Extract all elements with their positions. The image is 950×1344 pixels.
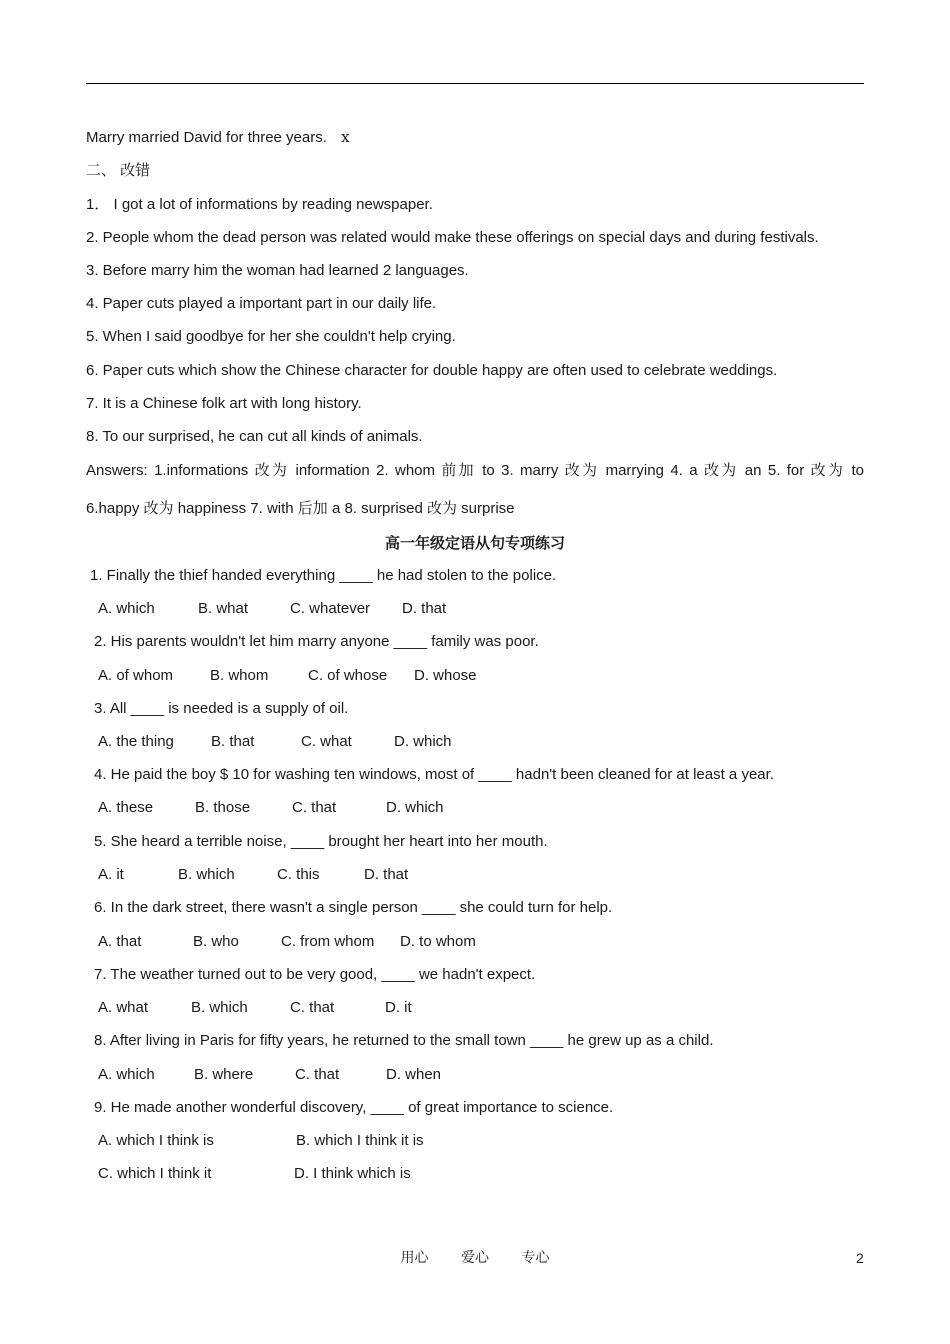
option-c: C. this	[277, 866, 320, 883]
option-b: B. which	[191, 999, 248, 1016]
option-d: D. when	[386, 1066, 442, 1083]
option-c: C. that	[295, 1066, 340, 1083]
intro-line	[86, 127, 350, 148]
option-b: B. which I think it is	[296, 1132, 424, 1149]
option-a: A. what	[98, 999, 149, 1016]
option-c: C. that	[290, 999, 335, 1016]
option-b: B. that	[211, 733, 255, 750]
intro-text: Marry married David for three years.	[86, 129, 327, 146]
question-7: 7. The weather turned out to be very good, ____ we hadn't expect.	[94, 966, 536, 983]
option-a: A. it	[98, 866, 124, 883]
option-d: D. that	[364, 866, 409, 883]
option-c: C. what	[301, 733, 352, 750]
option-c: C. which I think it	[98, 1165, 212, 1182]
correction-5: 5. When I said goodbye for her she couldn't help crying.	[86, 328, 456, 345]
option-b: B. which	[178, 866, 235, 883]
exercise-title: 高一年级定语从句专项练习	[384, 535, 565, 552]
footer-word-3: 专心	[521, 1250, 550, 1266]
option-b: B. whom	[210, 667, 269, 684]
option-d: D. I think which is	[294, 1165, 411, 1182]
option-a: A. these	[98, 799, 154, 816]
option-c: C. of whose	[308, 667, 388, 684]
question-2: 2. His parents wouldn't let him marry anyone ____ family was poor.	[94, 633, 539, 650]
correction-2: 2. People whom the dead person was related would make these offerings on special days and during festivals.	[86, 229, 819, 246]
header-rule	[86, 83, 864, 84]
option-b: B. who	[193, 933, 239, 950]
question-4: 4. He paid the boy $ 10 for washing ten windows, most of ____ hadn't been cleaned for at least a year.	[94, 766, 774, 783]
question-8: 8. After living in Paris for fifty years, he returned to the small town ____ he grew up as a child.	[94, 1032, 714, 1049]
option-d: D. to whom	[400, 933, 476, 950]
option-a: A. that	[98, 933, 142, 950]
option-a: A. which I think is	[98, 1132, 214, 1149]
option-d: D. that	[402, 600, 447, 617]
correction-4: 4. Paper cuts played a important part in our daily life.	[86, 295, 437, 312]
footer-word-1: 用心	[400, 1250, 429, 1266]
question-9: 9. He made another wonderful discovery, ____ of great importance to science.	[94, 1099, 614, 1116]
option-a: A. which	[98, 1066, 155, 1083]
intro-mark: x	[341, 128, 350, 146]
option-a: A. of whom	[98, 667, 174, 684]
question-5: 5. She heard a terrible noise, ____ brought her heart into her mouth.	[94, 833, 548, 850]
correction-3: 3. Before marry him the woman had learned 2 languages.	[86, 262, 469, 279]
question-1: 1. Finally the thief handed everything ____ he had stolen to the police.	[90, 567, 557, 584]
option-b: B. where	[194, 1066, 254, 1083]
option-a: A. which	[98, 600, 155, 617]
option-b: B. what	[198, 600, 249, 617]
answers-line-1: Answers: 1.informations 改为 information 2. whom 前加 to 3. marry 改为 marrying 4. a 改为 an 5. for 改为 to	[86, 462, 864, 479]
option-d: D. it	[385, 999, 412, 1016]
page-number: 2	[856, 1250, 864, 1266]
option-d: D. which	[386, 799, 444, 816]
answers-line-2: 6.happy 改为 happiness 7. with 后加 a 8. surprised 改为 surprise	[86, 500, 515, 517]
option-c: C. whatever	[290, 600, 371, 617]
option-a: A. the thing	[98, 733, 174, 750]
question-6: 6. In the dark street, there wasn't a single person ____ she could turn for help.	[94, 899, 613, 916]
option-d: D. which	[394, 733, 452, 750]
question-3: 3. All ____ is needed is a supply of oil.	[94, 700, 349, 717]
page-footer	[0, 1248, 950, 1268]
correction-8: 8. To our surprised, he can cut all kinds of animals.	[86, 428, 423, 445]
option-c: C. that	[292, 799, 337, 816]
section-title: 二、 改错	[86, 162, 151, 179]
correction-7: 7. It is a Chinese folk art with long history.	[86, 395, 362, 412]
option-c: C. from whom	[281, 933, 375, 950]
option-d: D. whose	[414, 667, 477, 684]
footer-word-2: 爱心	[461, 1250, 489, 1266]
correction-1: 1． I got a lot of informations by reading newspaper.	[86, 196, 433, 213]
correction-6: 6. Paper cuts which show the Chinese character for double happy are often used to celebrate weddings.	[86, 362, 778, 379]
option-b: B. those	[195, 799, 251, 816]
